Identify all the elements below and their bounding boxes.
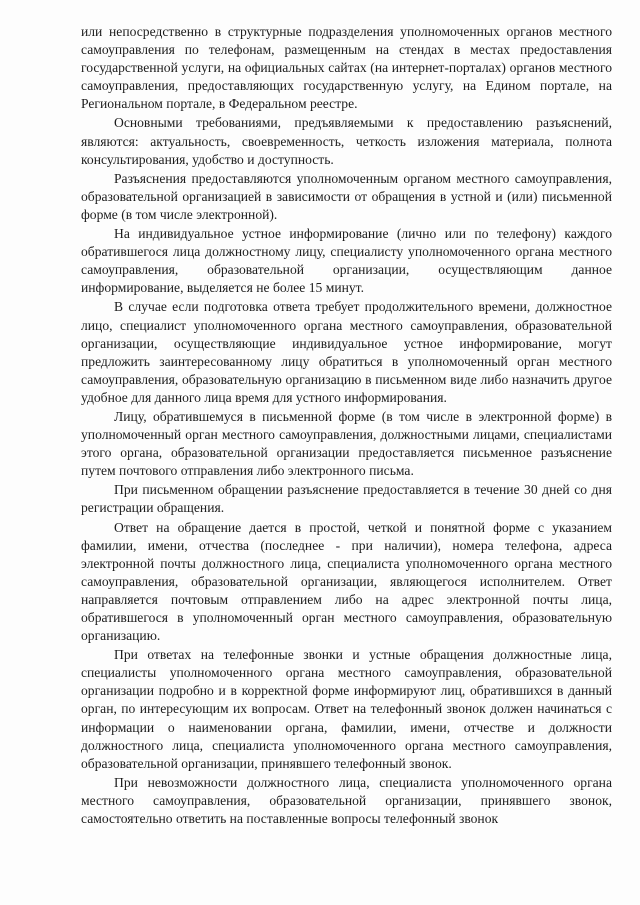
paragraph-6: Лицу, обратившемуся в письменной форме (в том числе в электронной форме) в уполномоченный орган местного самоуправления, должностными лицами, специалистами этого органа, образовательной организации предоставляется письменное разъяснение путем почтового отправления либо электронного письма.	[81, 408, 612, 479]
paragraph-4: На индивидуальное устное информирование (лично или по телефону) каждого обратившегося лица должностному лицу, специалисту уполномоченного органа местного самоуправления, образовательной организации, осуществляющим данное информирование, выделяется не более 15 минут.	[81, 226, 612, 296]
paragraph-8: Ответ на обращение дается в простой, четкой и понятной форме с указанием фамилии, имени, отчества (последнее - при наличии), номера телефона, адреса электронной почты должностного лица, специалиста уполномоченного органа местного самоуправления, образовательной организации, являющегося исполнителем. Ответ направляется почтовым отправлением либо на адрес электронной почты лица, обратившегося в уполномоченный орган местного самоуправления, образовательную организацию.	[81, 519, 612, 644]
paragraph-9: При ответах на телефонные звонки и устные обращения должностные лица, специалисты уполномоченного органа местного самоуправления, образовательной организации подробно и в корректной форме информируют лиц, обратившихся в данный орган, по интересующим их вопросам. Ответ на телефонный звонок должен начинаться с информации о наименовании органа, фамилии, имени, отчестве и должности должностного лица, специалиста уполномоченного органа местного самоуправления, образовательной организации, принявшего телефонный звонок.	[81, 647, 612, 771]
paragraph-2: Основными требованиями, предъявляемыми к предоставлению разъяснений, являются: актуальность, своевременность, четкость изложения материала, полнота консультирования, удобство и доступность.	[81, 115, 612, 167]
document-body	[81, 23, 612, 829]
paragraph-3: Разъяснения предоставляются уполномоченным органом местного самоуправления, образовательной организацией в зависимости от обращения в устной и (или) письменной форме (в том числе электронной).	[81, 170, 612, 222]
paragraph-7: При письменном обращении разъяснение предоставляется в течение 30 дней со дня регистрации обращения.	[81, 482, 612, 516]
paragraph-1: или непосредственно в структурные подразделения уполномоченных органов местного самоуправления по телефонам, размещенным на стендах в местах предоставления государственной услуги, на официальных сайтах (на интернет-порталах) органов местного самоуправления, предоставляющих государственную услугу, на Едином портале, на Региональном портале, в Федеральном реестре.	[81, 24, 612, 112]
paragraph-10: При невозможности должностного лица, специалиста уполномоченного органа местного самоуправления, образовательной организации, принявшего звонок, самостоятельно ответить на поставленные вопросы телефонный звонок	[81, 774, 612, 827]
paragraph-5: В случае если подготовка ответа требует продолжительного времени, должностное лицо, специалист уполномоченного органа местного самоуправления, образовательной организации, осуществляющие индивидуальное устное информирование, могут предложить заинтересованному лицу обратиться в уполномоченный орган местного самоуправления, образовательную организацию в письменном виде либо назначить другое удобное для данного лица время для устного информирования.	[81, 299, 612, 405]
